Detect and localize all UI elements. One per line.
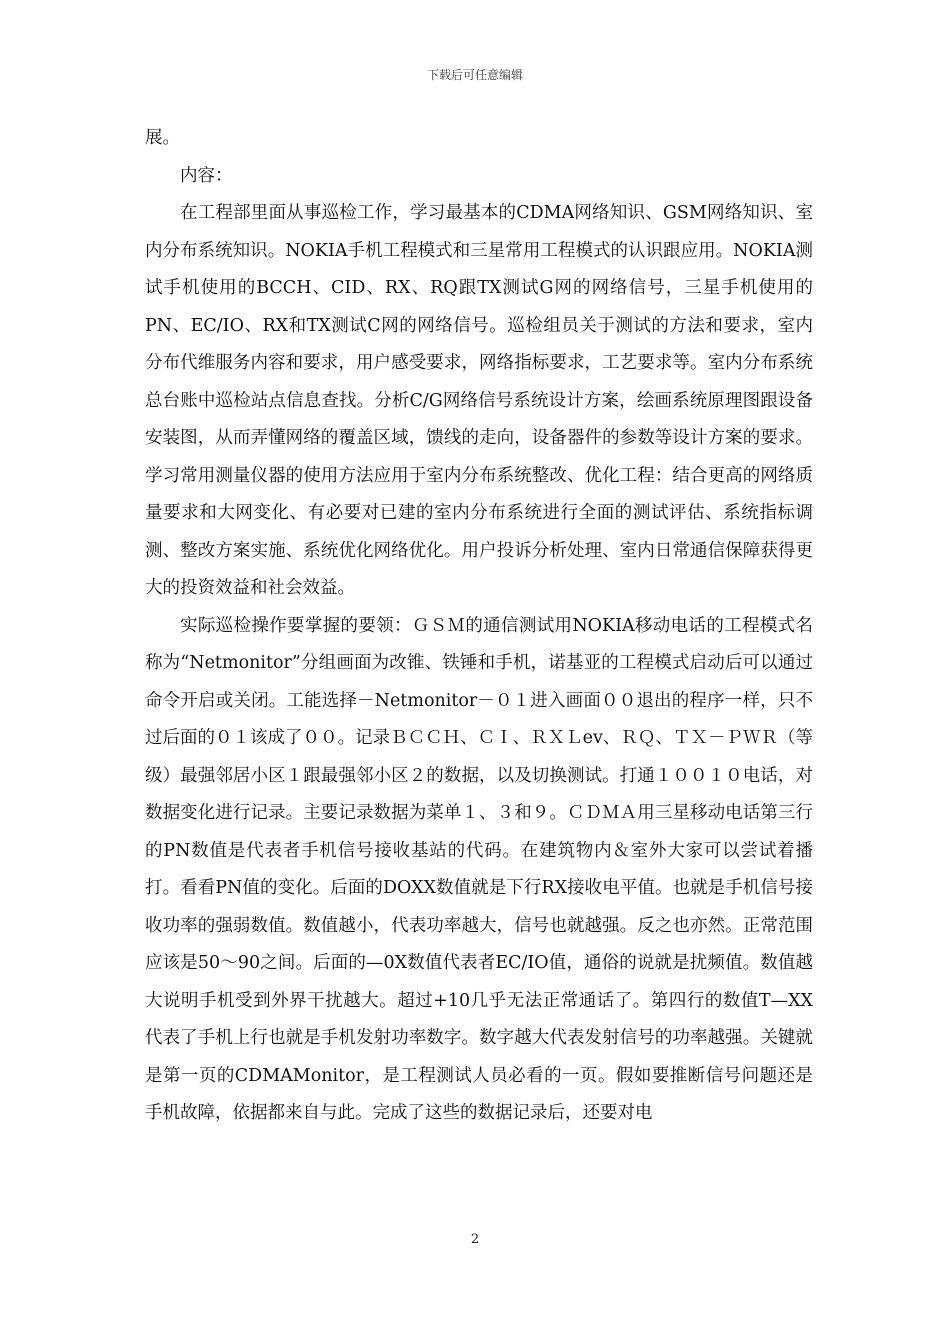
paragraph-inspection-essentials: 实际巡检操作要掌握的要领：ＧＳＭ的通信测试用NOKIA移动电话的工程模式名称为“Netmonitor”分组画面为改锥、铁锤和手机，诺基亚的工程模式启动后可以通过命令开启或关闭。工能选择－Netmonitor－０１进入画面００退出的程序一样，只不过后面的０１该成了００。记录ＢＣＣＨ、ＣＩ、ＲＸＬev、ＲＱ、ＴＸ－ＰＷＲ（等级）最强邻居小区１跟最强邻小区２的数据，以及切换测试。打通１００１０电话，对数据变化进行记录。主要记录数据为菜单１、３和９。ＣＤＭＡ用三星移动电话第三行的PN数值是代表者手机信号接收基站的代码。在建筑物内＆室外大家可以尝试着播打。看看PN值的变化。后面的DOXX数值就是下行RX接收电平值。也就是手机信号接收功率的强弱数值。数值越小，代表功率越大，信号也就越强。反之也亦然。正常范围应该是50～90之间。后面的—0X数值代表者EC/IO值，通俗的说就是扰频值。数值越大说明手机受到外界干扰越大。超过+10几乎无法正常通话了。第四行的数值T—XX代表了手机上行也就是手机发射功率数字。数字越大代表发射信号的功率越强。关键就是第一页的CDMAMonitor，是工程测试人员必看的一页。假如要推断信号问题还是手机故障，依据都来自与此。完成了这些的数据记录后，还要对电 [145,615,813,1123]
document-body [145,120,813,1133]
paragraph-work-description: 在工程部里面从事巡检工作，学习最基本的CDMA网络知识、GSM网络知识、室内分布系统知识。NOKIA手机工程模式和三星常用工程模式的认识跟应用。NOKIA测试手机使用的BCCH、CID、RX、RQ跟TX测试G网的网络信号，三星手机使用的PN、EC/IO、RX和TX测试C网的网络信号。巡检组员关于测试的方法和要求，室内分布代维服务内容和要求，用户感受要求，网络指标要求，工艺要求等。室内分布系统总台账中巡检站点信息查找。分析C/G网络信号系统设计方案，绘画系统原理图跟设备安装图，从而弄懂网络的覆盖区域，馈线的走向，设备器件的参数等设计方案的要求。学习常用测量仪器的使用方法应用于室内分布系统整改、优化工程：结合更高的网络质量要求和大网变化、有必要对已建的室内分布系统进行全面的测试评估、系统指标调测、整改方案实施、系统优化网络优化。用户投诉分析处理、室内日常通信保障获得更大的投资效益和社会效益。 [145,203,813,598]
paragraph-content-label: 内容： [180,165,233,186]
page-header: 下载后可任意编辑 [426,68,523,82]
page-number: 2 [470,1232,480,1247]
paragraph-continuation: 展。 [145,128,180,148]
